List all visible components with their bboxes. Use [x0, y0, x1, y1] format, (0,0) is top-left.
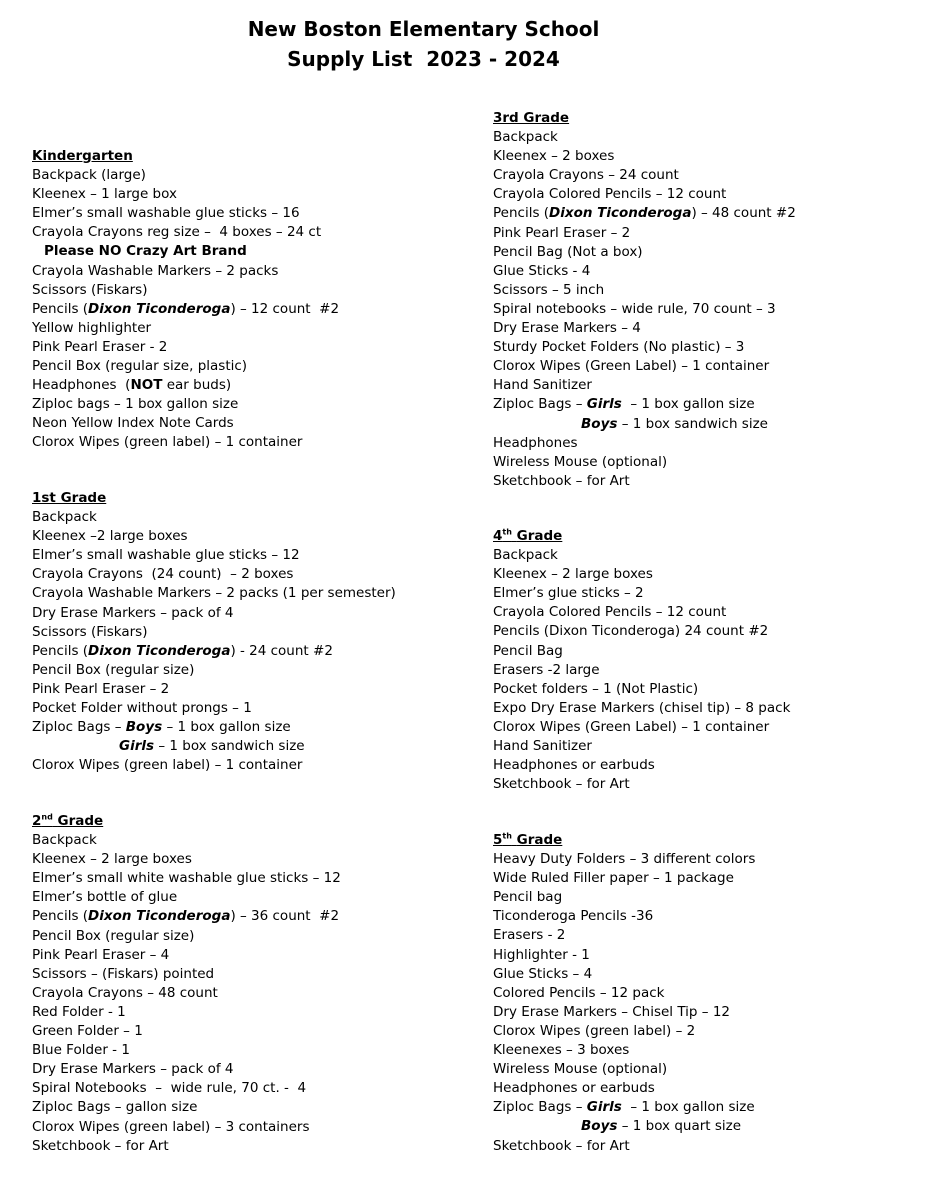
list-item — [32, 242, 339, 261]
text-segment: Ziploc Bags – — [32, 719, 126, 736]
ordinal-suffix: nd — [41, 812, 53, 822]
list-item: Kleenex – 2 large boxes — [493, 566, 653, 583]
grade4-section — [493, 527, 790, 794]
emphasis: NOT — [130, 377, 163, 394]
grade2-section — [32, 812, 341, 1156]
list-item: Backpack — [493, 547, 558, 564]
text-segment: – 1 box sandwich size — [617, 415, 768, 432]
list-item: Spiral Notebooks – wide rule, 70 ct. - 4 — [32, 1080, 307, 1097]
list-item: Wide Ruled Filler paper – 1 package — [493, 870, 734, 887]
list-item: Wireless Mouse (optional) — [493, 1061, 668, 1078]
list-item: Yellow highlighter — [32, 319, 152, 336]
list-item: Backpack (large) — [32, 167, 146, 184]
list-item: Glue Sticks - 4 — [493, 262, 591, 279]
list-item: Erasers -2 large — [493, 661, 600, 678]
text-segment: Ziploc Bags – — [493, 1099, 587, 1116]
text-segment: ) – 48 count #2 — [691, 205, 796, 222]
list-item — [32, 300, 339, 319]
list-item: Pink Pearl Eraser – 2 — [32, 680, 170, 697]
list-item: Crayola Crayons (24 count) – 2 boxes — [32, 566, 294, 583]
list-item: Elmer’s bottle of glue — [32, 889, 178, 906]
section-heading: 1st Grade — [32, 490, 107, 506]
list-item: Green Folder – 1 — [32, 1023, 143, 1040]
emphasis: Boys — [125, 719, 163, 736]
list-item: Pocket folders – 1 (Not Plastic) — [493, 680, 699, 697]
list-item — [493, 395, 796, 414]
emphasis: Girls — [586, 1099, 622, 1116]
list-item — [32, 737, 396, 756]
text-segment: – 1 box gallon size — [162, 719, 291, 736]
list-item: Neon Yellow Index Note Cards — [32, 415, 234, 432]
list-item: Crayola Crayons – 48 count — [32, 984, 218, 1001]
document-title — [200, 14, 647, 74]
emphasis: Boys — [581, 1118, 618, 1135]
text-segment: Pencils ( — [32, 300, 89, 317]
text-segment: ear buds) — [162, 377, 232, 394]
list-item: Dry Erase Markers – pack of 4 — [32, 1061, 234, 1078]
brand-note: Please NO Crazy Art Brand — [44, 243, 247, 260]
list-item: Heavy Duty Folders – 3 different colors — [493, 851, 756, 868]
list-item — [32, 642, 396, 661]
text-segment: Headphones ( — [32, 377, 131, 394]
list-item: Headphones or earbuds — [493, 1080, 655, 1097]
section-heading — [32, 812, 341, 831]
list-item: Scissors (Fiskars) — [32, 281, 148, 298]
list-item: Dry Erase Markers – Chisel Tip – 12 — [493, 1003, 731, 1020]
list-item: Sketchbook – for Art — [493, 1137, 630, 1154]
list-item: Pink Pearl Eraser – 4 — [32, 946, 170, 963]
list-item: Scissors – 5 inch — [493, 281, 605, 298]
list-item: Dry Erase Markers – 4 — [493, 320, 641, 337]
grade-word: Grade — [516, 832, 563, 848]
list-item: Crayola Crayons reg size – 4 boxes – 24 ct — [32, 224, 322, 241]
list-item: Pink Pearl Eraser - 2 — [32, 338, 168, 355]
list-item: Kleenex – 2 boxes — [493, 148, 615, 165]
grade-number: 5 — [493, 832, 503, 848]
list-item: Wireless Mouse (optional) — [493, 453, 668, 470]
list-item: Clorox Wipes (green label) – 2 — [493, 1022, 696, 1039]
text-segment: ) - 24 count #2 — [230, 642, 333, 659]
text-segment: – 1 box gallon size — [621, 396, 755, 413]
section-heading: Kindergarten — [32, 148, 133, 164]
list-item: Pocket Folder without prongs – 1 — [32, 700, 252, 717]
list-item: Sketchbook – for Art — [493, 472, 630, 489]
list-item: Blue Folder - 1 — [32, 1042, 130, 1059]
kindergarten-section — [32, 147, 339, 453]
list-item — [493, 415, 796, 434]
brand-name: Dixon Ticonderoga — [88, 642, 231, 659]
grade-number: 4 — [493, 528, 503, 544]
list-item: Pencil Box (regular size, plastic) — [32, 358, 248, 375]
text-segment: ) – 12 count #2 — [230, 300, 340, 317]
text-segment: Ziploc Bags – — [493, 396, 587, 413]
list-item: Red Folder - 1 — [32, 1003, 126, 1020]
brand-name: Dixon Ticonderoga — [88, 908, 231, 925]
list-item — [32, 376, 339, 395]
list-item: Headphones — [493, 434, 578, 451]
list-item: Clorox Wipes (Green Label) – 1 container — [493, 718, 770, 735]
grade-word: Grade — [57, 813, 104, 829]
list-item: Elmer’s small white washable glue sticks – 12 — [32, 870, 341, 887]
grade5-section — [493, 831, 755, 1156]
text-segment: ) – 36 count #2 — [230, 908, 340, 925]
list-item: Pencil Box (regular size) — [32, 927, 195, 944]
list-item: Elmer’s small washable glue sticks – 12 — [32, 547, 300, 564]
list-item: Spiral notebooks – wide rule, 70 count – 3 — [493, 300, 776, 317]
list-item — [493, 204, 796, 223]
list-item: Crayola Washable Markers – 2 packs (1 per semester) — [32, 585, 396, 602]
grade-number: 2 — [32, 813, 42, 829]
grade-word: Grade — [516, 528, 563, 544]
section-heading — [493, 527, 790, 546]
list-item: Colored Pencils – 12 pack — [493, 984, 665, 1001]
list-item: Pencil bag — [493, 889, 563, 906]
list-item: Crayola Colored Pencils – 12 count — [493, 186, 727, 203]
list-item: Clorox Wipes (green label) – 1 container — [32, 757, 303, 774]
ordinal-suffix: th — [502, 527, 512, 537]
list-item: Backpack — [32, 832, 97, 849]
list-item — [32, 907, 341, 926]
list-item: Sketchbook – for Art — [493, 776, 630, 793]
list-item: Highlighter - 1 — [493, 946, 590, 963]
grade3-section — [493, 109, 796, 491]
list-item: Pencil Box (regular size) — [32, 661, 195, 678]
grade1-section — [32, 489, 396, 775]
section-heading — [493, 831, 755, 850]
list-item: Hand Sanitizer — [493, 377, 592, 394]
list-item: Backpack — [493, 129, 558, 146]
list-item: Pencil Bag — [493, 642, 563, 659]
text-segment: Pencils ( — [32, 642, 89, 659]
list-item: Headphones or earbuds — [493, 757, 655, 774]
list-item: Hand Sanitizer — [493, 738, 592, 755]
list-item: Elmer’s small washable glue sticks – 16 — [32, 205, 300, 222]
emphasis: Girls — [119, 738, 155, 755]
supply-list-year: Supply List 2023 - 2024 — [287, 47, 560, 71]
list-item: Pencil Bag (Not a box) — [493, 243, 643, 260]
list-item: Kleenex – 2 large boxes — [32, 851, 192, 868]
list-item: Sketchbook – for Art — [32, 1137, 169, 1154]
text-segment: Pencils ( — [32, 908, 89, 925]
list-item: Scissors (Fiskars) — [32, 623, 148, 640]
brand-name: Dixon Ticonderoga — [549, 205, 692, 222]
list-item: Crayola Crayons – 24 count — [493, 167, 679, 184]
list-item: Sturdy Pocket Folders (No plastic) – 3 — [493, 339, 745, 356]
text-segment: Pencils ( — [493, 205, 550, 222]
school-name: New Boston Elementary School — [247, 17, 600, 41]
list-item: Ziploc Bags – gallon size — [32, 1099, 198, 1116]
list-item: Kleenex –2 large boxes — [32, 528, 188, 545]
list-item: Ziploc bags – 1 box gallon size — [32, 396, 239, 413]
list-item: Crayola Washable Markers – 2 packs — [32, 262, 279, 279]
list-item: Scissors – (Fiskars) pointed — [32, 965, 215, 982]
list-item: Erasers - 2 — [493, 927, 566, 944]
list-item: Crayola Colored Pencils – 12 count — [493, 604, 727, 621]
brand-name: Dixon Ticonderoga — [88, 300, 231, 317]
list-item: Elmer’s glue sticks – 2 — [493, 585, 644, 602]
list-item: Clorox Wipes (green label) – 1 container — [32, 434, 303, 451]
list-item: Kleenex – 1 large box — [32, 186, 177, 203]
text-segment: – 1 box gallon size — [621, 1099, 755, 1116]
list-item: Backpack — [32, 509, 97, 526]
text-segment: – 1 box quart size — [617, 1118, 742, 1135]
list-item — [493, 1098, 755, 1117]
ordinal-suffix: th — [502, 831, 512, 841]
list-item: Pink Pearl Eraser – 2 — [493, 224, 631, 241]
list-item: Expo Dry Erase Markers (chisel tip) – 8 pack — [493, 699, 791, 716]
list-item: Pencils (Dixon Ticonderoga) 24 count #2 — [493, 623, 769, 640]
list-item — [32, 718, 396, 737]
list-item: Glue Sticks – 4 — [493, 965, 593, 982]
list-item — [493, 1117, 755, 1136]
list-item: Kleenexes – 3 boxes — [493, 1042, 630, 1059]
list-item: Clorox Wipes (Green Label) – 1 container — [493, 358, 770, 375]
section-heading: 3rd Grade — [493, 110, 570, 126]
text-segment: – 1 box sandwich size — [154, 738, 305, 755]
list-item: Ticonderoga Pencils -36 — [493, 908, 654, 925]
emphasis: Girls — [586, 396, 622, 413]
list-item: Clorox Wipes (green label) – 3 containers — [32, 1118, 310, 1135]
emphasis: Boys — [581, 415, 618, 432]
list-item: Dry Erase Markers – pack of 4 — [32, 604, 234, 621]
